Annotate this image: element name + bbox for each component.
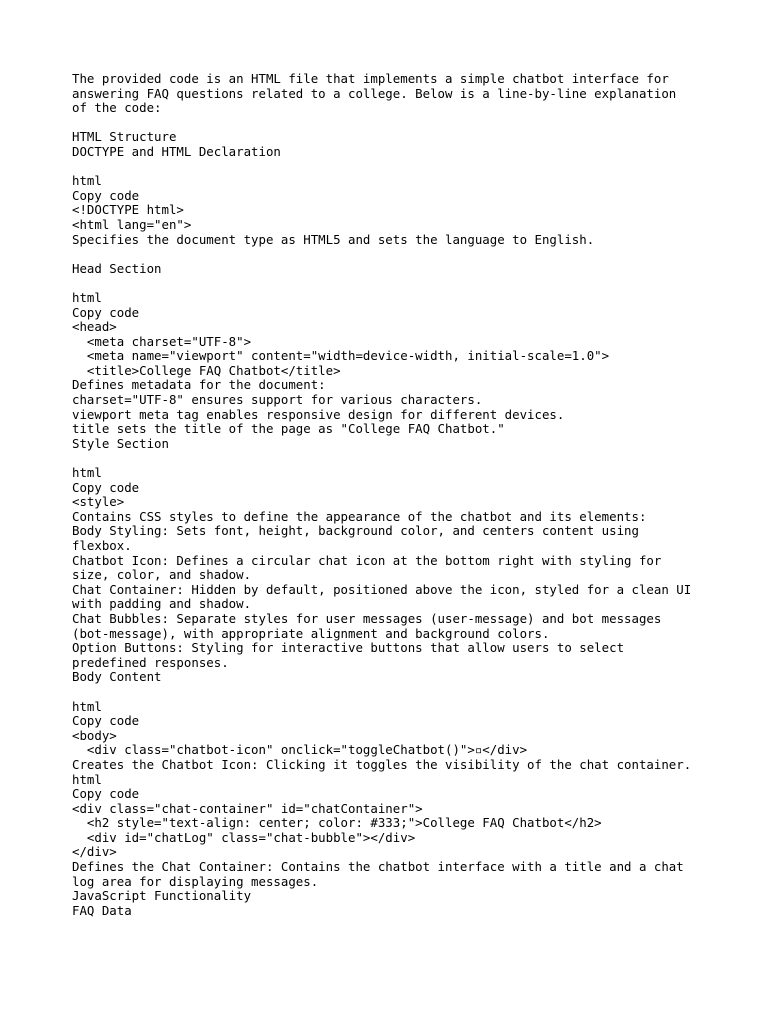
text-line: <style> [72,494,125,510]
text-line: </div> [72,844,117,860]
text-line: html [72,173,102,189]
text-line [72,276,712,291]
text-line: <head> [72,319,117,335]
text-line: charset="UTF-8" ensures support for various characters. [72,392,483,408]
text-line: Body Styling: Sets font, height, background color, and centers content using [72,523,639,539]
text-line: <html lang="en"> [72,216,192,232]
text-line: JavaScript Functionality [72,888,252,904]
text-line: <body> [72,727,117,743]
text-line: Copy code [72,187,140,203]
text-line: Body Content [72,669,162,685]
text-line: <div id="chatLog" class="chat-bubble"></div> [72,829,416,845]
text-line: Option Buttons: Styling for interactive buttons that allow users to select [72,640,625,656]
text-line: with padding and shadow. [72,596,252,612]
text-line: The provided code is an HTML file that implements a simple chatbot interface for [72,71,669,86]
text-line: (bot-message), with appropriate alignment and background colors. [72,625,550,641]
text-line: FAQ Data [72,902,132,918]
text-line: html [72,771,102,787]
text-line [72,116,712,131]
text-line: Defines the Chat Container: Contains the chatbot interface with a title and a chat [72,859,684,875]
text-line: predefined responses. [72,654,229,670]
text-line: <h2 style="text-align: center; color: #333;">College FAQ Chatbot</h2> [72,815,602,831]
text-line: Creates the Chatbot Icon: Clicking it toggles the visibility of the chat container. [72,756,692,772]
text-line: Chat Bubbles: Separate styles for user messages (user-message) and bot messages [72,610,662,626]
text-line: title sets the title of the page as "College FAQ Chatbot." [72,421,505,437]
text-line: Copy code [72,713,140,729]
text-line: Copy code [72,479,140,495]
text-line [72,247,712,262]
text-line: html [72,698,102,714]
text-line: <div class="chat-container" id="chatContainer"> [72,800,423,816]
text-line: log area for displaying messages. [72,873,319,889]
text-line [72,160,712,175]
text-line: size, color, and shadow. [72,567,252,583]
text-line: DOCTYPE and HTML Declaration [72,143,281,159]
text-line: HTML Structure [72,129,177,145]
text-line: flexbox. [72,538,132,553]
text-line: Style Section [72,435,169,451]
text-line: answering FAQ questions related to a college. Below is a line-by-line explanation [72,85,677,101]
text-line: html [72,289,102,305]
text-line [72,685,712,700]
text-line: Contains CSS styles to define the appearance of the chatbot and its elements: [72,508,647,524]
text-line: Specifies the document type as HTML5 and sets the language to English. [72,231,595,247]
text-line: <title>College FAQ Chatbot</title> [72,362,341,378]
text-line: Copy code [72,786,140,802]
text-line: <!DOCTYPE html> [72,202,184,218]
text-line [72,451,712,466]
text-line: Head Section [72,260,162,276]
text-line: Copy code [72,304,140,320]
text-line: html [72,465,102,481]
text-line: Chat Container: Hidden by default, positioned above the icon, styled for a clean UI [72,581,692,597]
text-line: <div class="chatbot-icon" onclick="toggleChatbot()">▫</div> [72,742,528,758]
text-line: viewport meta tag enables responsive design for different devices. [72,406,565,422]
document-page [72,72,712,918]
text-line: <meta charset="UTF-8"> [72,333,252,349]
text-line: <meta name="viewport" content="width=device-width, initial-scale=1.0"> [72,348,610,364]
text-line: Defines metadata for the document: [72,377,326,393]
text-line: Chatbot Icon: Defines a circular chat icon at the bottom right with styling for [72,552,662,568]
text-line: of the code: [72,100,162,116]
